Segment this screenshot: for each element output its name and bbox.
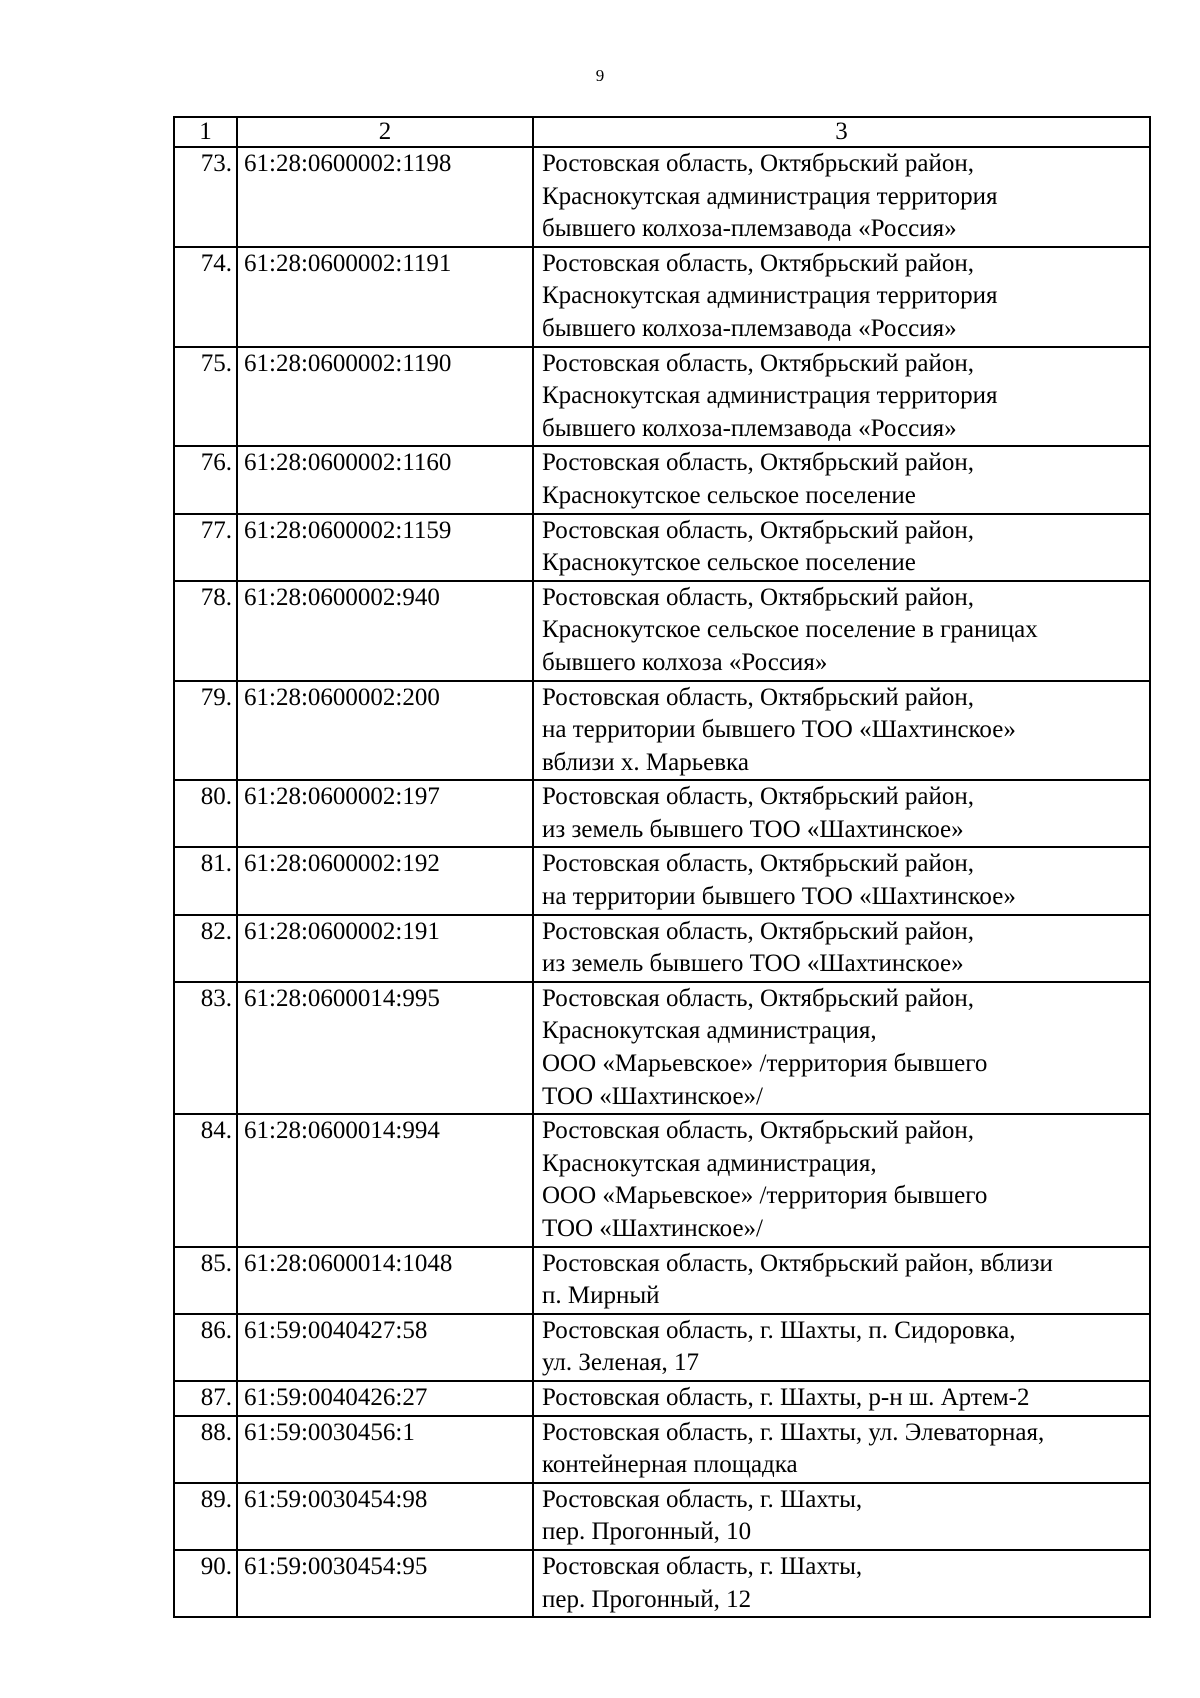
- row-number: 77.: [174, 514, 237, 581]
- address: Ростовская область, Октябрьский район, из земель бывшего ТОО «Шахтинское»: [533, 915, 1150, 982]
- address: Ростовская область, Октябрьский район, Краснокутское сельское поселение: [533, 446, 1150, 513]
- table-row: [174, 780, 1150, 847]
- table-row: [174, 247, 1150, 347]
- table-row: [174, 1114, 1150, 1246]
- land-plot-table: [173, 116, 1151, 1618]
- cadastral-number: 61:59:0040427:58: [237, 1314, 533, 1381]
- address: Ростовская область, г. Шахты, пер. Прогонный, 12: [533, 1550, 1150, 1617]
- column-header-3: 3: [533, 117, 1150, 147]
- cadastral-number: 61:28:0600002:1198: [237, 147, 533, 247]
- row-number: 78.: [174, 581, 237, 681]
- cadastral-number: 61:28:0600002:1191: [237, 247, 533, 347]
- table-row: [174, 1247, 1150, 1314]
- row-number: 89.: [174, 1483, 237, 1550]
- address: Ростовская область, г. Шахты, р-н ш. Артем-2: [533, 1381, 1150, 1416]
- row-number: 86.: [174, 1314, 237, 1381]
- address: Ростовская область, Октябрьский район, из земель бывшего ТОО «Шахтинское»: [533, 780, 1150, 847]
- table-row: [174, 1483, 1150, 1550]
- row-number: 79.: [174, 681, 237, 781]
- row-number: 83.: [174, 982, 237, 1114]
- row-number: 85.: [174, 1247, 237, 1314]
- table-header-row: [174, 117, 1150, 147]
- table-row: [174, 1381, 1150, 1416]
- address: Ростовская область, Октябрьский район, Краснокутское сельское поселение в границах бывшего колхоза «Россия»: [533, 581, 1150, 681]
- address: Ростовская область, Октябрьский район, вблизи п. Мирный: [533, 1247, 1150, 1314]
- row-number: 82.: [174, 915, 237, 982]
- row-number: 90.: [174, 1550, 237, 1617]
- table-row: [174, 347, 1150, 447]
- address: Ростовская область, Октябрьский район, Краснокутская администрация территория бывшего колхоза-племзавода «Россия»: [533, 347, 1150, 447]
- address: Ростовская область, Октябрьский район, Краснокутская администрация территория бывшего колхоза-племзавода «Россия»: [533, 247, 1150, 347]
- cadastral-number: 61:59:0040426:27: [237, 1381, 533, 1416]
- row-number: 87.: [174, 1381, 237, 1416]
- address: Ростовская область, г. Шахты, пер. Прогонный, 10: [533, 1483, 1150, 1550]
- cadastral-number: 61:28:0600002:191: [237, 915, 533, 982]
- address: Ростовская область, Октябрьский район, Краснокутская администрация, ООО «Марьевское» /территория бывшего ТОО «Шахтинское»/: [533, 1114, 1150, 1246]
- table-row: [174, 982, 1150, 1114]
- cadastral-number: 61:59:0030454:98: [237, 1483, 533, 1550]
- cadastral-number: 61:28:0600002:1160: [237, 446, 533, 513]
- table-row: [174, 1314, 1150, 1381]
- table-row: [174, 847, 1150, 914]
- column-header-2: 2: [237, 117, 533, 147]
- page-number: 9: [595, 66, 605, 85]
- cadastral-number: 61:28:0600014:994: [237, 1114, 533, 1246]
- table-row: [174, 915, 1150, 982]
- cadastral-number: 61:28:0600002:197: [237, 780, 533, 847]
- row-number: 80.: [174, 780, 237, 847]
- address: Ростовская область, Октябрьский район, на территории бывшего ТОО «Шахтинское» вблизи х. Марьевка: [533, 681, 1150, 781]
- cadastral-number: 61:28:0600002:200: [237, 681, 533, 781]
- column-header-1: 1: [174, 117, 237, 147]
- address: Ростовская область, Октябрьский район, Краснокутское сельское поселение: [533, 514, 1150, 581]
- table-row: [174, 681, 1150, 781]
- table-row: [174, 1550, 1150, 1617]
- cadastral-number: 61:28:0600014:1048: [237, 1247, 533, 1314]
- table-row: [174, 1416, 1150, 1483]
- address: Ростовская область, г. Шахты, п. Сидоровка, ул. Зеленая, 17: [533, 1314, 1150, 1381]
- row-number: 76.: [174, 446, 237, 513]
- cadastral-number: 61:28:0600014:995: [237, 982, 533, 1114]
- row-number: 88.: [174, 1416, 237, 1483]
- address: Ростовская область, Октябрьский район, Краснокутская администрация, ООО «Марьевское» /территория бывшего ТОО «Шахтинское»/: [533, 982, 1150, 1114]
- row-number: 75.: [174, 347, 237, 447]
- row-number: 73.: [174, 147, 237, 247]
- row-number: 74.: [174, 247, 237, 347]
- cadastral-number: 61:28:0600002:1159: [237, 514, 533, 581]
- cadastral-number: 61:59:0030454:95: [237, 1550, 533, 1617]
- row-number: 81.: [174, 847, 237, 914]
- row-number: 84.: [174, 1114, 237, 1246]
- cadastral-number: 61:59:0030456:1: [237, 1416, 533, 1483]
- table-row: [174, 446, 1150, 513]
- address: Ростовская область, Октябрьский район, Краснокутская администрация территория бывшего колхоза-племзавода «Россия»: [533, 147, 1150, 247]
- cadastral-number: 61:28:0600002:192: [237, 847, 533, 914]
- cadastral-number: 61:28:0600002:1190: [237, 347, 533, 447]
- cadastral-number: 61:28:0600002:940: [237, 581, 533, 681]
- table-row: [174, 147, 1150, 247]
- address: Ростовская область, г. Шахты, ул. Элеваторная, контейнерная площадка: [533, 1416, 1150, 1483]
- table-row: [174, 581, 1150, 681]
- table-row: [174, 514, 1150, 581]
- address: Ростовская область, Октябрьский район, на территории бывшего ТОО «Шахтинское»: [533, 847, 1150, 914]
